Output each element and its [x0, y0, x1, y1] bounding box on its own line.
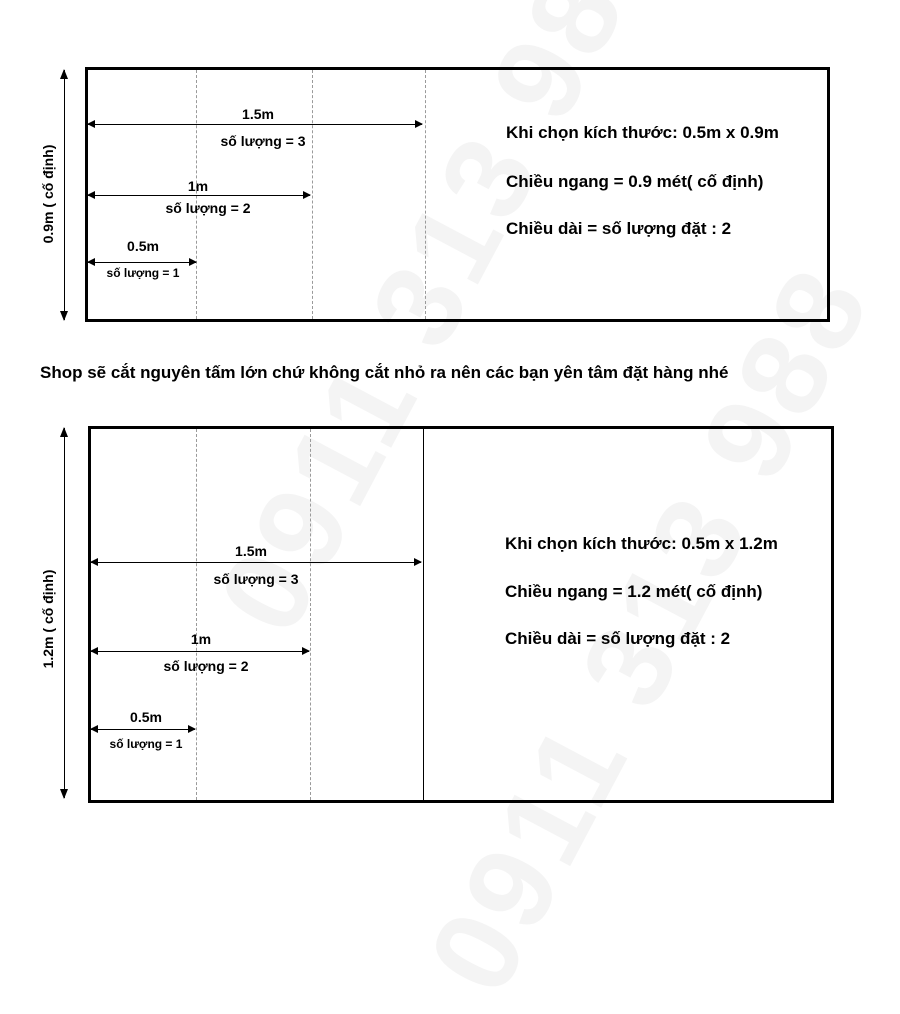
height-label-1: 0.9m ( cố định): [40, 144, 56, 244]
dim-arrow-1-5m: [88, 124, 422, 125]
dim-length-0-5m: 0.5m: [130, 709, 162, 725]
height-arrow-1: [64, 70, 65, 320]
height-label-2: 1.2m ( cố định): [40, 569, 56, 669]
dim-arrow-1m: [91, 651, 309, 652]
dim-arrow-0-5m: [91, 729, 195, 730]
cut-line-1m: [312, 70, 313, 319]
dim-quantity-3: số lượng = 3: [220, 133, 306, 149]
info-size: Khi chọn kích thước: 0.5m x 1.2m: [505, 534, 778, 553]
info-width: Chiều ngang = 1.2 mét( cố định): [505, 582, 763, 601]
panel-0-9m: [85, 67, 830, 322]
info-width: Chiều ngang = 0.9 mét( cố định): [506, 172, 764, 191]
dim-arrow-1-5m: [91, 562, 421, 563]
dim-quantity-2: số lượng = 2: [165, 200, 251, 216]
dim-length-0-5m: 0.5m: [127, 238, 159, 254]
dim-length-1-5m: 1.5m: [235, 543, 267, 559]
dim-quantity-3: số lượng = 3: [213, 571, 299, 587]
dim-arrow-0-5m: [88, 262, 196, 263]
dim-length-1m: 1m: [187, 178, 209, 194]
info-length: Chiều dài = số lượng đặt : 2: [505, 629, 731, 648]
shop-note: Shop sẽ cắt nguyên tấm lớn chứ không cắt nhỏ ra nên các bạn yên tâm đặt hàng nhé: [40, 363, 729, 382]
height-arrow-2: [64, 428, 65, 798]
cut-line-0-5m: [196, 429, 197, 800]
cut-line-1-5m: [425, 70, 426, 319]
dim-length-1m: 1m: [190, 631, 212, 647]
dim-quantity-2: số lượng = 2: [163, 658, 249, 674]
cut-line-1m: [310, 429, 311, 800]
dim-length-1-5m: 1.5m: [242, 106, 274, 122]
dim-quantity-1: số lượng = 1: [109, 737, 183, 751]
panel-1-2m: [88, 426, 834, 803]
dim-quantity-1: số lượng = 1: [106, 266, 180, 280]
cut-line-1-5m: [423, 429, 424, 800]
info-size: Khi chọn kích thước: 0.5m x 0.9m: [506, 123, 779, 142]
info-length: Chiều dài = số lượng đặt : 2: [506, 219, 732, 238]
dim-arrow-1m: [88, 195, 310, 196]
